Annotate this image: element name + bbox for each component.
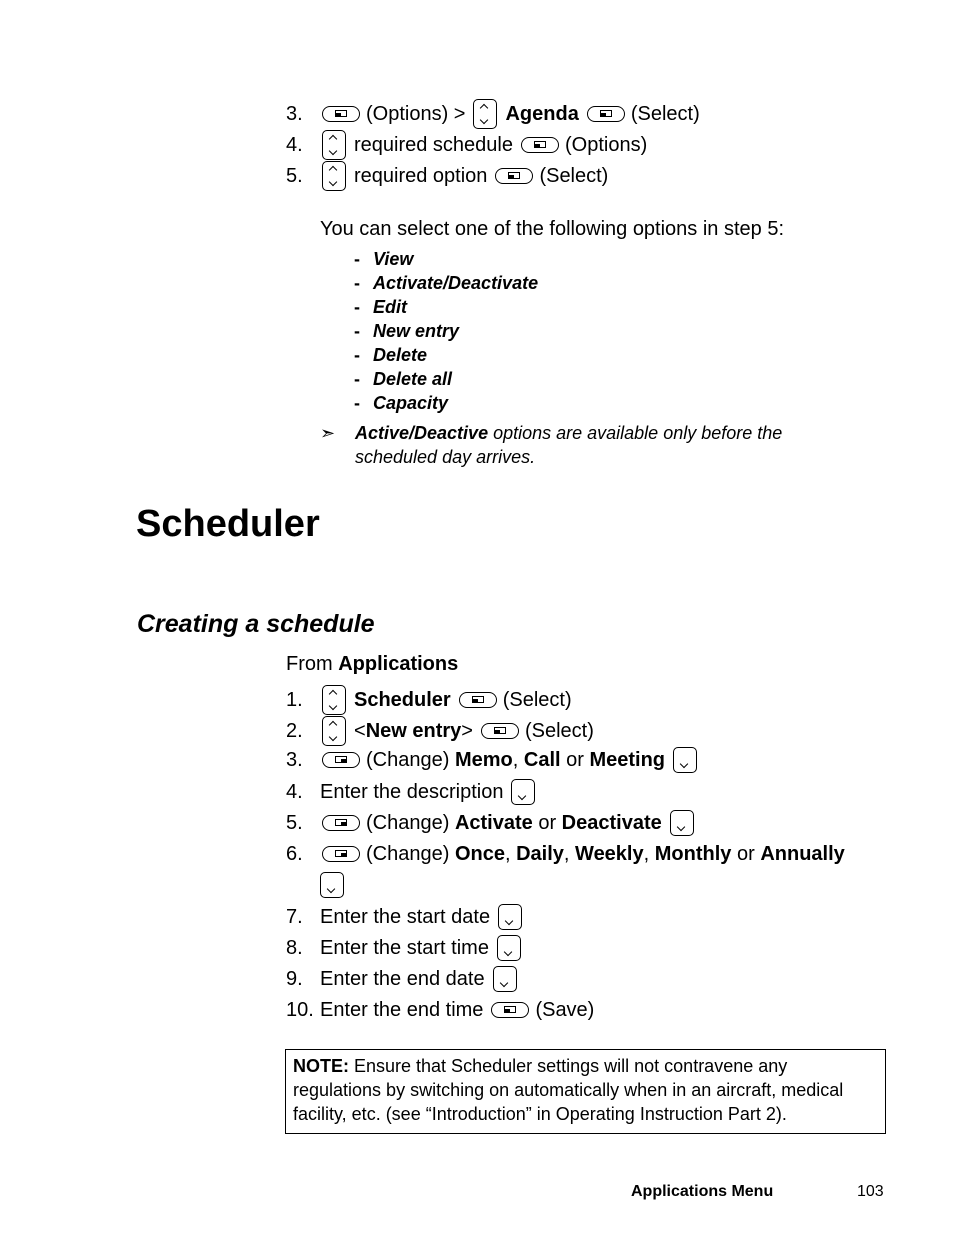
step-number: 3. — [286, 749, 303, 771]
step-item: Agenda — [505, 103, 579, 125]
step-number: 5. — [286, 812, 303, 834]
right-softkey-icon — [322, 846, 360, 862]
step-6 — [286, 841, 845, 867]
left-softkey-icon — [495, 168, 533, 184]
step-5 — [286, 810, 696, 836]
sep: , — [643, 843, 655, 865]
footer-section: Applications Menu — [631, 1183, 774, 1200]
down-key-icon — [673, 747, 697, 773]
angle-close: > — [461, 720, 473, 742]
section-heading: Scheduler — [136, 503, 320, 545]
sep: or — [532, 812, 562, 834]
choice: Memo — [454, 749, 513, 771]
tip-bold: Active/Deactive — [355, 423, 489, 443]
step-6-continuation — [312, 872, 346, 898]
step-9 — [286, 966, 519, 992]
sep: or — [560, 749, 590, 771]
step-text: Enter the end date — [320, 968, 485, 990]
tip-text — [355, 421, 782, 469]
step-number: 1. — [286, 689, 303, 711]
choice: Activate — [454, 812, 533, 834]
from-line — [286, 651, 458, 677]
step-change: (Change) — [366, 812, 450, 834]
down-key-icon — [320, 872, 344, 898]
navigation-key-icon — [322, 130, 346, 160]
sep: , — [504, 843, 517, 865]
step-action: (Select) — [502, 689, 572, 711]
tip-line-2: scheduled day arrives. — [355, 447, 536, 467]
choice: Daily — [516, 843, 564, 865]
step-8 — [286, 935, 523, 961]
page-number: 103 — [857, 1183, 884, 1200]
left-softkey-icon — [322, 106, 360, 122]
step-4 — [286, 779, 537, 805]
step-action: (Options) — [565, 134, 648, 156]
step-text: Enter the end time — [320, 999, 484, 1021]
step-text: (Options) > — [366, 103, 466, 125]
down-key-icon — [493, 966, 517, 992]
sep: , — [512, 749, 524, 771]
step-action: (Select) — [630, 103, 700, 125]
note-box — [285, 1049, 886, 1134]
choice: Call — [523, 749, 561, 771]
down-key-icon — [511, 779, 535, 805]
left-softkey-icon — [481, 723, 519, 739]
step-number: 8. — [286, 937, 303, 959]
choice: Deactivate — [561, 812, 662, 834]
option-item: - View — [354, 249, 414, 269]
navigation-key-icon — [322, 716, 346, 746]
step-number: 2. — [286, 720, 303, 742]
agenda-step-3 — [286, 99, 700, 129]
right-softkey-icon — [322, 815, 360, 831]
step-item: Scheduler — [354, 689, 451, 711]
step-text: required schedule — [354, 134, 513, 156]
step-number: 4. — [286, 781, 303, 803]
down-key-icon — [498, 904, 522, 930]
step-action: (Select) — [539, 165, 609, 187]
choice: Once — [454, 843, 505, 865]
navigation-key-icon — [473, 99, 497, 129]
navigation-key-icon — [322, 161, 346, 191]
step-7 — [286, 904, 524, 930]
left-softkey-icon — [459, 692, 497, 708]
navigation-key-icon — [322, 685, 346, 715]
tip-marker-icon: ➣ — [320, 423, 336, 443]
options-intro: You can select one of the following options in step 5: — [320, 218, 785, 240]
step-3 — [286, 747, 699, 773]
note-label: NOTE: — [293, 1056, 349, 1076]
step-change: (Change) — [366, 749, 450, 771]
from-label: From — [286, 653, 339, 675]
step-number: 10. — [286, 999, 314, 1021]
choice: Weekly — [575, 843, 644, 865]
option-item: - Edit — [354, 297, 407, 317]
option-item: - Capacity — [354, 393, 449, 413]
step-2 — [286, 716, 594, 746]
agenda-step-4 — [286, 130, 647, 160]
choice: Annually — [760, 843, 845, 865]
step-action: (Select) — [524, 720, 594, 742]
sep: , — [563, 843, 576, 865]
step-1 — [286, 685, 572, 715]
agenda-step-5 — [286, 161, 608, 191]
angle-open: < — [354, 720, 366, 742]
from-value: Applications — [338, 653, 459, 675]
left-softkey-icon — [491, 1002, 529, 1018]
down-key-icon — [670, 810, 694, 836]
choice: Monthly — [654, 843, 732, 865]
step-number: 3. — [286, 103, 303, 125]
right-softkey-icon — [322, 752, 360, 768]
down-key-icon — [497, 935, 521, 961]
option-item: - Activate/Deactivate — [354, 273, 539, 293]
step-item: New entry — [365, 720, 462, 742]
left-softkey-icon — [521, 137, 559, 153]
option-item: - Delete all — [354, 369, 453, 389]
step-number: 4. — [286, 134, 303, 156]
step-change: (Change) — [366, 843, 450, 865]
step-action: (Save) — [535, 999, 595, 1021]
sep: or — [731, 843, 761, 865]
tip-line-1: options are available only before the — [488, 423, 783, 443]
left-softkey-icon — [587, 106, 625, 122]
step-number: 5. — [286, 165, 303, 187]
note-text: Ensure that Scheduler settings will not contravene any regulations by switching on automatically when in an aircraft, medical facility, etc. (see “Introduction” in Operating Instruction Part 2). — [293, 1056, 844, 1124]
step-10 — [286, 997, 594, 1023]
step-number: 7. — [286, 906, 303, 928]
step-number: 9. — [286, 968, 303, 990]
step-text: Enter the start date — [320, 906, 491, 928]
step-text: required option — [354, 165, 488, 187]
option-item: - New entry — [354, 321, 460, 341]
choice: Meeting — [589, 749, 666, 771]
step-text: Enter the start time — [320, 937, 489, 959]
sub-heading: Creating a schedule — [137, 610, 375, 638]
option-item: - Delete — [354, 345, 428, 365]
step-number: 6. — [286, 843, 303, 865]
step-text: Enter the description — [320, 781, 504, 803]
